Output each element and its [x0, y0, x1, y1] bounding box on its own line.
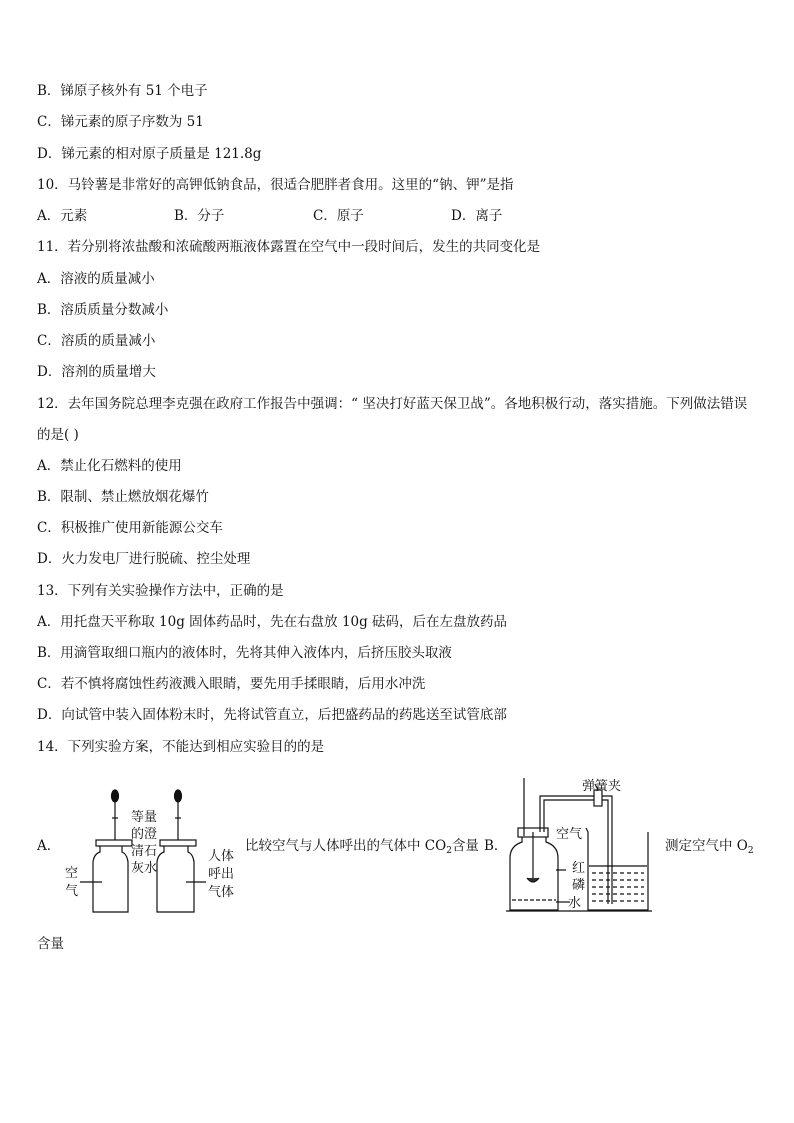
q14-stem: 14．下列实验方案，不能达到相应实验目的的是	[37, 739, 325, 755]
q13-option-c: C．若不慎将腐蚀性药液溅入眼睛，要先用手揉眼睛，后用水冲洗	[37, 676, 426, 692]
label-reagent-1: 等量	[131, 810, 158, 825]
label-reagent-3: 清石	[131, 844, 158, 859]
q10-option-a: A．元素	[37, 208, 88, 224]
q12-stem-line1: 12．去年国务院总理李克强在政府工作报告中强调：“ 坚决打好蓝天保卫战”。各地积极行动，落实措施。下列做法错误	[37, 396, 748, 412]
figure-b-oxygen-measurement	[500, 776, 658, 916]
q13-stem: 13．下列有关实验操作方法中，正确的是	[37, 583, 284, 599]
q11-option-b: B．溶质质量分数减小	[37, 302, 169, 318]
label-water: 水	[568, 896, 582, 911]
label-air-1: 空	[65, 866, 79, 881]
gas-bottle	[510, 837, 558, 910]
q14-option-b-letter: B．	[484, 838, 508, 854]
label-spring-clip: 弹簧夹	[582, 779, 622, 794]
q14-option-b-description-cont: 含量	[37, 936, 64, 952]
q13-option-b: B．用滴管取细口瓶内的液体时，先将其伸入液体内，后挤压胶头取液	[37, 645, 452, 661]
q11-option-a: A．溶液的质量减小	[37, 271, 155, 287]
q10-option-d: D．离子	[451, 208, 503, 224]
label-air: 空气	[556, 827, 583, 842]
q9-option-b: B．锑原子核外有 51 个电子	[37, 83, 208, 99]
q14-option-a-letter: A．	[37, 838, 61, 854]
beaker	[586, 828, 648, 910]
label-breath-1: 人体	[208, 849, 235, 864]
figure-a-limewater-comparison	[60, 778, 245, 918]
label-reagent-4: 灰水	[131, 861, 158, 876]
q10-stem: 10．马铃薯是非常好的高钾低钠食品，很适合肥胖者食用。这里的“钠、钾”是指	[37, 177, 514, 193]
q10-option-c: C．原子	[313, 208, 364, 224]
label-breath-3: 气体	[208, 885, 235, 900]
q13-option-a: A．用托盘天平称取 10g 固体药品时，先在右盘放 10g 砝码，后在左盘放药品	[37, 614, 508, 630]
bottle-left	[93, 846, 128, 912]
q9-option-c: C．锑元素的原子序数为 51	[37, 114, 204, 130]
q12-option-d: D．火力发电厂进行脱硫、控尘处理	[37, 551, 251, 567]
q14-option-a-description: 比较空气与人体呼出的气体中 $CO_2$含量	[245, 838, 479, 856]
q10-option-b: B．分子	[174, 208, 225, 224]
q11-stem: 11．若分别将浓盐酸和浓硫酸两瓶液体露置在空气中一段时间后，发生的共同变化是	[37, 239, 541, 255]
q11-option-d: D．溶剂的质量增大	[37, 364, 156, 380]
q13-option-d: D．向试管中装入固体粉末时，先将试管直立，后把盛药品的药匙送至试管底部	[37, 707, 507, 723]
bottle-stopper-left	[96, 840, 132, 846]
bottle-stopper-right	[160, 840, 196, 846]
label-breath-2: 呼出	[208, 867, 235, 882]
dropper-bulb-right	[175, 790, 182, 802]
q9-option-d: D．锑元素的相对原子质量是 121.8g	[37, 146, 262, 162]
q11-option-c: C．溶质的质量减小	[37, 333, 156, 349]
q12-option-b: B．限制、禁止燃放烟花爆竹	[37, 489, 209, 505]
label-phosphorus-2: 磷	[572, 878, 586, 893]
label-phosphorus-1: 红	[572, 861, 586, 876]
label-reagent-2: 的澄	[131, 827, 158, 842]
q14-option-b-description: 测定空气中 $O_2$	[665, 838, 754, 856]
q12-option-a: A．禁止化石燃料的使用	[37, 458, 182, 474]
q12-stem-line2: 的是( )	[37, 427, 79, 443]
bottle-right	[157, 846, 194, 912]
label-air-2: 气	[65, 884, 79, 899]
q12-option-c: C．积极推广使用新能源公交车	[37, 520, 223, 536]
dropper-bulb-left	[112, 790, 119, 802]
